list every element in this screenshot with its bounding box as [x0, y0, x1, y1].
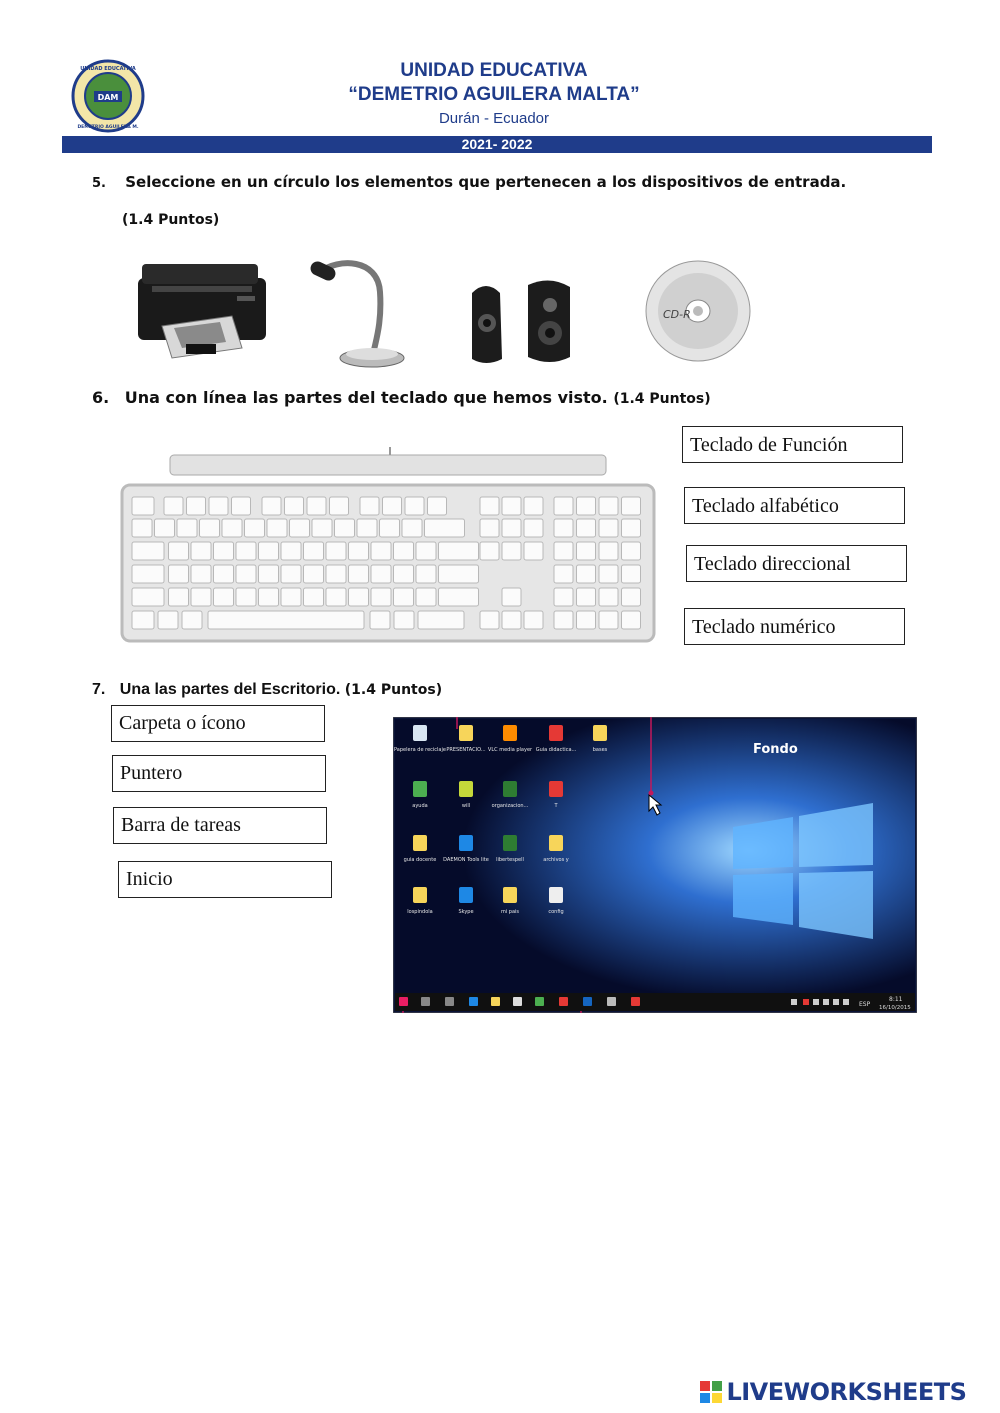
- desktop-icon[interactable]: [459, 887, 473, 903]
- tray-icon[interactable]: [823, 999, 829, 1005]
- printer-image[interactable]: [132, 256, 272, 366]
- microphone-image[interactable]: [308, 252, 408, 370]
- keyboard-key: [599, 588, 618, 606]
- keyboard-key: [155, 519, 175, 537]
- taskbar-app-icon[interactable]: [513, 997, 522, 1006]
- desktop-icon-label: libertespell: [496, 857, 524, 863]
- taskbar-app-icon[interactable]: [421, 997, 430, 1006]
- desktop-icon[interactable]: [503, 887, 517, 903]
- taskbar-lang: ESP: [859, 1001, 871, 1008]
- desktop-icon[interactable]: [503, 725, 517, 741]
- tray-icon[interactable]: [803, 999, 809, 1005]
- keyboard-key: [394, 611, 414, 629]
- keyboard-key: [214, 588, 234, 606]
- q6-prompt: [92, 388, 711, 407]
- keyboard-key: [169, 565, 189, 583]
- keyboard-key: [554, 565, 573, 583]
- taskbar-app-icon[interactable]: [607, 997, 616, 1006]
- desktop-icon[interactable]: [413, 887, 427, 903]
- q7-option-start[interactable]: Inicio: [118, 861, 332, 898]
- desktop-icon-label: bases: [592, 747, 608, 753]
- keyboard-key: [577, 588, 596, 606]
- desktop-icon-label: Papelera de reciclaje: [394, 747, 446, 753]
- keyboard-key: [439, 565, 479, 583]
- desktop-icon[interactable]: [503, 835, 517, 851]
- keyboard-key: [383, 497, 402, 515]
- wallpaper-label: Fondo: [753, 742, 798, 757]
- desktop-icon-label: mi pais: [500, 909, 520, 915]
- q6-points: (1.4 Puntos): [613, 391, 711, 407]
- keyboard-key: [290, 519, 310, 537]
- school-year-band: 2021- 2022: [62, 136, 932, 153]
- logo-center-text: DAM: [97, 93, 119, 102]
- keyboard-key: [370, 611, 390, 629]
- desktop-icon[interactable]: [549, 781, 563, 797]
- keyboard-key: [132, 611, 154, 629]
- keyboard-key: [191, 542, 211, 560]
- keyboard-key: [416, 542, 436, 560]
- keyboard-key: [236, 588, 256, 606]
- cd-image[interactable]: [643, 258, 753, 364]
- q7-option-pointer[interactable]: Puntero: [112, 755, 326, 792]
- keyboard-key: [439, 588, 479, 606]
- keyboard-key: [236, 542, 256, 560]
- keyboard-key: [214, 565, 234, 583]
- desktop-icon[interactable]: [413, 781, 427, 797]
- footer-brand: [700, 1378, 994, 1410]
- keyboard-key: [394, 588, 414, 606]
- desktop-icon-label: VLC media player: [487, 747, 533, 753]
- q5-text: Seleccione en un círculo los elementos que pertenecen a los dispositivos de entrada.: [125, 173, 847, 191]
- keyboard-key: [622, 519, 641, 537]
- keyboard-key: [371, 565, 391, 583]
- keyboard-key: [191, 565, 211, 583]
- keyboard-key: [416, 565, 436, 583]
- q6-text: Una con línea las partes del teclado que hemos visto.: [124, 388, 608, 407]
- desktop-icon-label: config: [548, 909, 564, 915]
- q6-option-arrow-keys[interactable]: Teclado direccional: [686, 545, 907, 582]
- keyboard-key: [169, 588, 189, 606]
- keyboard-image: [120, 447, 656, 643]
- q5-points: (1.4 Puntos): [122, 212, 220, 228]
- keyboard-key: [281, 588, 301, 606]
- q5-number: 5.: [92, 176, 106, 191]
- keyboard-key: [577, 611, 596, 629]
- keyboard-key: [349, 565, 369, 583]
- q5-prompt: [92, 173, 846, 191]
- keyboard-key: [554, 519, 573, 537]
- keyboard-key: [132, 519, 152, 537]
- keyboard-key: [524, 519, 543, 537]
- taskbar-app-icon[interactable]: [559, 997, 568, 1006]
- q7-option-taskbar[interactable]: Barra de tareas: [113, 807, 327, 844]
- desktop-icon[interactable]: [549, 887, 563, 903]
- desktop-icon[interactable]: [549, 725, 563, 741]
- taskbar-app-icon[interactable]: [583, 997, 592, 1006]
- keyboard-key: [349, 588, 369, 606]
- desktop-icon-label: will: [461, 803, 471, 809]
- keyboard-key: [622, 542, 641, 560]
- keyboard-key: [480, 611, 499, 629]
- keyboard-key: [394, 565, 414, 583]
- keyboard-key: [554, 542, 573, 560]
- keyboard-key: [307, 497, 326, 515]
- keyboard-key: [480, 497, 499, 515]
- keyboard-key: [622, 497, 641, 515]
- keyboard-key: [182, 611, 202, 629]
- keyboard-key: [360, 497, 379, 515]
- keyboard-key: [177, 519, 197, 537]
- desktop-icon-label: T: [554, 803, 558, 809]
- keyboard-key: [209, 497, 228, 515]
- taskbar-clock-time: 8:11: [889, 996, 903, 1003]
- keyboard-key: [132, 565, 164, 583]
- desktop-icon-label: organizacion...: [491, 803, 529, 809]
- keyboard-key: [330, 497, 349, 515]
- cd-label: CD-R: [663, 308, 691, 321]
- keyboard-key: [480, 542, 499, 560]
- keyboard-key: [418, 611, 464, 629]
- school-name-line1: UNIDAD EDUCATIVA: [400, 60, 588, 81]
- logo-bottom-text: DEMETRIO AGUILERA M.: [77, 125, 139, 130]
- keyboard-key: [259, 565, 279, 583]
- q6-number: 6.: [92, 388, 110, 407]
- keyboard-key: [164, 497, 183, 515]
- keyboard-key: [554, 497, 573, 515]
- tray-icon[interactable]: [813, 999, 819, 1005]
- q7-text: Una las partes del Escritorio.: [119, 681, 341, 698]
- keyboard-key: [502, 542, 521, 560]
- liveworksheets-wordmark: LIVEWORKSHEETS: [726, 1378, 967, 1406]
- keyboard-key: [169, 542, 189, 560]
- keyboard-key: [304, 565, 324, 583]
- keyboard-key: [132, 497, 154, 515]
- q6-option-alphabetic-keys[interactable]: Teclado alfabético: [684, 487, 905, 524]
- keyboard-key: [281, 565, 301, 583]
- keyboard-key: [502, 611, 521, 629]
- keyboard-key: [304, 542, 324, 560]
- keyboard-key: [222, 519, 242, 537]
- q6-option-numeric-keypad[interactable]: Teclado numérico: [684, 608, 905, 645]
- logo-top-text: UNIDAD EDUCATIVA: [80, 66, 136, 72]
- desktop-icon-label: archivos y: [543, 857, 569, 863]
- keyboard-key: [326, 542, 346, 560]
- keyboard-key: [577, 565, 596, 583]
- desktop-icon[interactable]: [459, 781, 473, 797]
- taskbar-app-icon[interactable]: [491, 997, 500, 1006]
- keyboard-key: [214, 542, 234, 560]
- taskbar-app-icon[interactable]: [535, 997, 544, 1006]
- keyboard-key: [402, 519, 422, 537]
- keyboard-key: [187, 497, 206, 515]
- school-name-line2: “DEMETRIO AGUILERA MALTA”: [348, 84, 640, 105]
- q7-prompt: [92, 681, 442, 699]
- keyboard-key: [335, 519, 355, 537]
- keyboard-key: [304, 588, 324, 606]
- tray-icon[interactable]: [843, 999, 849, 1005]
- keyboard-key: [502, 497, 521, 515]
- keyboard-key: [577, 542, 596, 560]
- keyboard-key: [554, 611, 573, 629]
- keyboard-key: [200, 519, 220, 537]
- keyboard-key: [380, 519, 400, 537]
- q7-number: 7.: [92, 681, 106, 698]
- tray-icon[interactable]: [791, 999, 797, 1005]
- keyboard-key: [416, 588, 436, 606]
- desktop-icon[interactable]: [459, 725, 473, 741]
- keyboard-key: [524, 611, 543, 629]
- desktop-icon[interactable]: [459, 835, 473, 851]
- taskbar-app-icon[interactable]: [631, 997, 640, 1006]
- keyboard-key: [191, 588, 211, 606]
- desktop-icon-label: Guia didactica...: [535, 747, 577, 753]
- desktop-icon[interactable]: [549, 835, 563, 851]
- keyboard-key: [577, 519, 596, 537]
- keyboard-key: [622, 588, 641, 606]
- liveworksheets-logo-icon: [700, 1381, 722, 1403]
- keyboard-key: [428, 497, 447, 515]
- keyboard-key: [281, 542, 301, 560]
- keyboard-key: [599, 565, 618, 583]
- keyboard-key: [524, 497, 543, 515]
- keyboard-key: [158, 611, 178, 629]
- keyboard-key: [312, 519, 332, 537]
- desktop-icon[interactable]: [593, 725, 607, 741]
- q7-points: (1.4 Puntos): [344, 682, 443, 698]
- keyboard-key: [232, 497, 251, 515]
- desktop-icon[interactable]: [413, 725, 427, 741]
- q7-option-folder-icon[interactable]: Carpeta o ícono: [111, 705, 325, 742]
- keyboard-key: [577, 497, 596, 515]
- keyboard-key: [599, 611, 618, 629]
- taskbar-app-icon[interactable]: [469, 997, 478, 1006]
- keyboard-key: [262, 497, 281, 515]
- desktop-icon-label: PRESENTACIO...: [446, 747, 486, 753]
- keyboard-key: [622, 565, 641, 583]
- desktop-icon-label: Skype: [458, 909, 474, 915]
- school-location: Durán - Ecuador: [438, 110, 550, 127]
- desktop-icon-label: ayuda: [412, 803, 428, 809]
- desktop-icon[interactable]: [413, 835, 427, 851]
- keyboard-key: [405, 497, 424, 515]
- q6-option-function-keys[interactable]: Teclado de Función: [682, 426, 903, 463]
- keyboard-key: [371, 542, 391, 560]
- keyboard-key: [480, 519, 499, 537]
- keyboard-key: [599, 519, 618, 537]
- keyboard-key: [439, 542, 479, 560]
- keyboard-key: [208, 611, 364, 629]
- keyboard-key: [236, 565, 256, 583]
- desktop-icon-label: guia docente: [403, 857, 437, 863]
- keyboard-key: [502, 519, 521, 537]
- desktop-icon[interactable]: [503, 781, 517, 797]
- desktop-screenshot: [393, 717, 917, 1013]
- speakers-image[interactable]: [466, 275, 574, 367]
- keyboard-key: [425, 519, 465, 537]
- keyboard-key: [394, 542, 414, 560]
- taskbar-app-icon[interactable]: [445, 997, 454, 1006]
- keyboard-key: [622, 611, 641, 629]
- keyboard-key: [371, 588, 391, 606]
- keyboard-key: [326, 588, 346, 606]
- start-button-icon[interactable]: [399, 997, 408, 1006]
- keyboard-key: [554, 588, 573, 606]
- keyboard-key: [259, 588, 279, 606]
- tray-icon[interactable]: [833, 999, 839, 1005]
- keyboard-key: [357, 519, 377, 537]
- keyboard-key: [245, 519, 265, 537]
- keyboard-key: [285, 497, 304, 515]
- taskbar-clock-date: 16/10/2015: [879, 1005, 911, 1011]
- keyboard-key: [132, 588, 164, 606]
- desktop-icon-label: lospindola: [407, 909, 433, 915]
- keyboard-key: [349, 542, 369, 560]
- keyboard-key: [599, 542, 618, 560]
- keyboard-key: [132, 542, 164, 560]
- keyboard-key: [524, 542, 543, 560]
- keyboard-key: [259, 542, 279, 560]
- keyboard-key: [599, 497, 618, 515]
- keyboard-key: [326, 565, 346, 583]
- keyboard-key: [502, 588, 521, 606]
- keyboard-key: [267, 519, 287, 537]
- desktop-icon-label: DAEMON Tools lite: [443, 857, 489, 863]
